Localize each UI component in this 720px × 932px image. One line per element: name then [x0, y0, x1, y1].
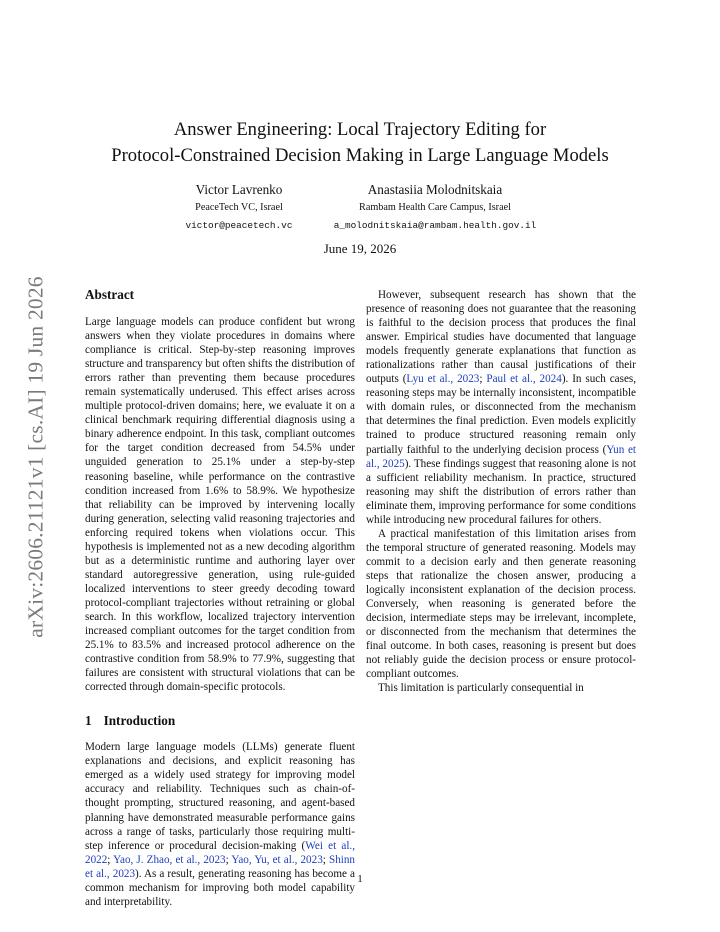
citation-link[interactable]: Yun et al., 2025	[366, 443, 636, 470]
citation-link[interactable]: Yao, J. Zhao, et al., 2023	[113, 853, 226, 866]
citation-link[interactable]: Paul et al., 2024	[486, 373, 562, 386]
arxiv-identifier-stamp	[22, 268, 50, 646]
author-2	[315, 181, 555, 233]
section-number: 1	[85, 713, 92, 729]
abstract-text: Large language models can produce confident but wrong answers when they violate procedures in domains where compliance is critical. Step-by-step reasoning improves structure and transparency but often shifts the distribution of errors rather than preventing them because procedures remain systematically underused. This effect arises across multiple protocol-driven domains; here, we evaluate it on a clinical benchmark requiring differential diagnosis using a binary adherence endpoint. In this task, compliant outcomes for the target condition decreased from 54.5% under unguided generation to 25.1% under a step-by-step reasoning baseline, while performance on the contrastive condition increased from 1.6% to 58.9%. We hypothesize that reliability can be improved by intervening locally during generation, selecting valid reasoning trajectories and enforcing required tokens when violations occur. This hypothesis is implemented not as a new decoding algorithm but as a deterministic runtime and authoring layer over standard autoregressive generation, using rule-guided localized interventions to steer greedy decoding toward protocol-compliant trajectories without retraining or global search. In this workflow, localized trajectory intervention increased compliant outcomes for the target condition from 25.1% to 83.5% and increased protocol adherence on the contrastive condition from 58.9% to 77.9%, suggesting that failures are consistent with structural violations that can be corrected through domain-specific protocols.	[85, 316, 355, 694]
author-email[interactable]: victor@peacetech.vc	[185, 220, 293, 231]
intro-p1-end: ). As a result, generating reasoning has become a common mechanism for improving both model capability and interpretability.	[85, 867, 355, 908]
arxiv-identifier-text: arXiv:2606.21121v1 [cs.AI] 19 Jun 2026	[23, 276, 48, 638]
author-affiliation: Rambam Health Care Campus, Israel	[359, 202, 511, 213]
author-name: Victor Lavrenko	[195, 182, 283, 197]
citation-link[interactable]: Wei et al., 2022	[85, 839, 355, 866]
paper-title	[60, 117, 660, 168]
intro-paragraph-4: This limitation is particularly consequential in	[378, 682, 584, 695]
section-heading-introduction	[85, 713, 355, 729]
left-column	[85, 287, 355, 909]
publication-date: June 19, 2026	[323, 241, 397, 256]
right-column	[366, 288, 636, 695]
intro-p2-text: However, subsequent research has shown that the presence of reasoning does not guarantee that the reasoning is faithful to the decision process that produces the final answer. Empirical studies have documented that language models frequently generate explanations that function as rationalizations rather than causal justifications of their outputs (	[366, 289, 636, 386]
author-name: Anastasiia Molodnitskaia	[367, 182, 503, 197]
paper-title-line-1: Answer Engineering: Local Trajectory Editing for	[173, 119, 547, 140]
citation-link[interactable]: Shinn et al., 2023	[85, 853, 356, 880]
intro-p2-text: ). In such cases, reasoning steps may be internally inconsistent, incompatible with domain rules, or disconnected from the mechanism that determines the final prediction. Even models explicitly trained to produce structured reasoning remain only partially faithful to the underlying decision process (	[366, 373, 637, 456]
abstract-heading: Abstract	[85, 287, 135, 302]
intro-paragraph-1: Modern large language models (LLMs) generate fluent explanations and decisions, and explicit reasoning has emerged as a widely used strategy for improving model accuracy and reliability. Techniques such as chain-of-thought prompting, structured reasoning, and agent-based planning have demonstrated measurable performance gains across a range of tasks, particularly those requiring multi-step inference or procedural decision-making (Wei et al., 2022; Yao, J. Zhao, et al., 2023; Yao, Yu, et al., 2023; Shinn et al., 2023). As a result, generating reasoning has become a common mechanism for improving both model capability and interpretability.	[85, 741, 356, 908]
section-title: Introduction	[103, 713, 176, 729]
citation-link[interactable]: Lyu et al., 2023	[406, 373, 480, 386]
author-1	[164, 181, 314, 233]
intro-paragraph-2: However, subsequent research has shown that the presence of reasoning does not guarantee that the reasoning is faithful to the decision process that produces the final answer. Empirical studies have documented that language models frequently generate explanations that function as rationalizations rather than causal justifications of their outputs (Lyu et al., 2023; Paul et al., 2024). In such cases, reasoning steps may be internally inconsistent, incompatible with domain rules, or disconnected from the mechanism that determines the final prediction. Even models explicitly trained to produce structured reasoning remain only partially faithful to the underlying decision process (Yun et al., 2025). These findings suggest that reasoning alone is not a sufficient reliability mechanism. In practice, structured reasoning may shift the distribution of errors rather than eliminate them, improving performance for some conditions while introducing new procedural failures for others.	[366, 289, 637, 526]
citation-link[interactable]: Yao, Yu, et al., 2023	[231, 853, 323, 866]
intro-paragraph-3: A practical manifestation of this limitation arises from the temporal structure of generated reasoning. Models may commit to a decision early and then generate reasoning steps that rationalize the chosen answer, producing a logically inconsistent explanation of the decision process. Conversely, when reasoning is generated before the decision, intermediate steps may be irrelevant, incomplete, or disconnected from the mechanism that determines the final outcome. In both cases, reasoning is present but does not reliably guide the decision process or ensure protocol-compliant outcomes.	[366, 527, 636, 681]
intro-p2-text: ). These findings suggest that reasoning alone is not a sufficient reliability mechanism. In practice, structured reasoning may shift the distribution of errors rather than eliminate them, improving performance for some conditions while introducing new procedural failures for others.	[366, 457, 636, 526]
intro-p1-text: Modern large language models (LLMs) generate fluent explanations and decisions, and explicit reasoning has emerged as a widely used strategy for improving model accuracy and reliability. Techniques such as chain-of-thought prompting, structured reasoning, and agent-based planning have demonstrated measurable performance gains across a range of tasks, particularly those requiring multi-step inference or procedural decision-making (	[85, 741, 355, 852]
page-number: 1	[357, 873, 363, 885]
author-affiliation: PeaceTech VC, Israel	[195, 202, 283, 213]
paper-title-line-2: Protocol-Constrained Decision Making in Large Language Models	[111, 144, 609, 166]
author-email[interactable]: a_molodnitskaia@rambam.health.gov.il	[333, 220, 537, 231]
